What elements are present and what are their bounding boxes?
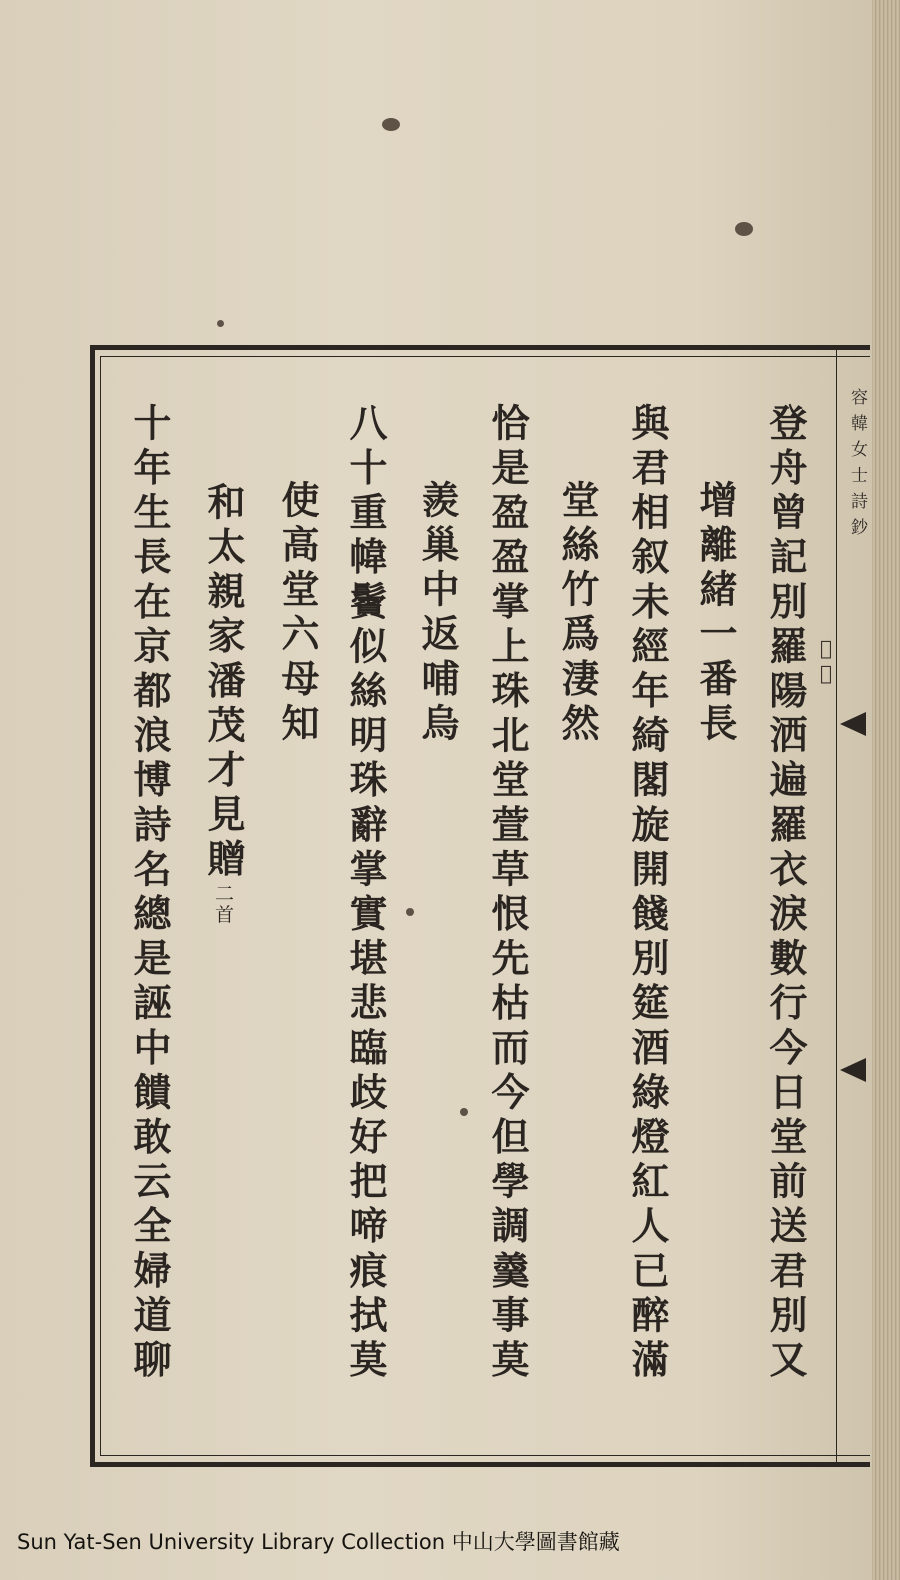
poem-title: 和太親家潘茂才見贈 bbox=[201, 482, 246, 884]
text-column: 十年生長在京都浪博詩名總是誣中饋敢云全婦道聊 bbox=[127, 403, 172, 1385]
text-column: 恰是盈盈掌上珠北堂萱草恨先枯而今但學調羹事莫 bbox=[485, 403, 530, 1385]
text-column: 增離緒一番長 bbox=[693, 480, 738, 748]
text-column: 堂絲竹爲淒然 bbox=[555, 480, 600, 748]
fish-tail-mark bbox=[840, 712, 866, 736]
ink-spot bbox=[217, 320, 224, 327]
ink-spot bbox=[382, 118, 400, 131]
handwritten-annotation: 𠍭揚 bbox=[814, 636, 838, 686]
text-column: 羨巢中返哺烏 bbox=[415, 480, 460, 748]
page-edge bbox=[872, 0, 900, 1580]
text-column: 與君相叙未經年綺閣旋開餞別筵酒綠燈紅人已醉滿 bbox=[625, 403, 670, 1385]
poem-note: 二首 bbox=[212, 883, 234, 926]
collection-footer: Sun Yat-Sen University Library Collection 中山大學圖書館藏 bbox=[17, 1530, 620, 1554]
book-title: 容韓女士詩鈔 bbox=[847, 388, 867, 544]
fish-tail-mark bbox=[840, 1058, 866, 1082]
ink-spot bbox=[735, 222, 753, 236]
text-column: 使高堂六母知 bbox=[275, 480, 320, 748]
text-column: 八十重幃鬢似絲明珠辭掌實堪悲臨歧好把啼痕拭莫 bbox=[343, 403, 388, 1385]
text-column: 登舟曾記別羅陽洒遍羅衣淚數行今日堂前送君別又 bbox=[763, 403, 808, 1385]
poem-title-column bbox=[201, 482, 246, 926]
